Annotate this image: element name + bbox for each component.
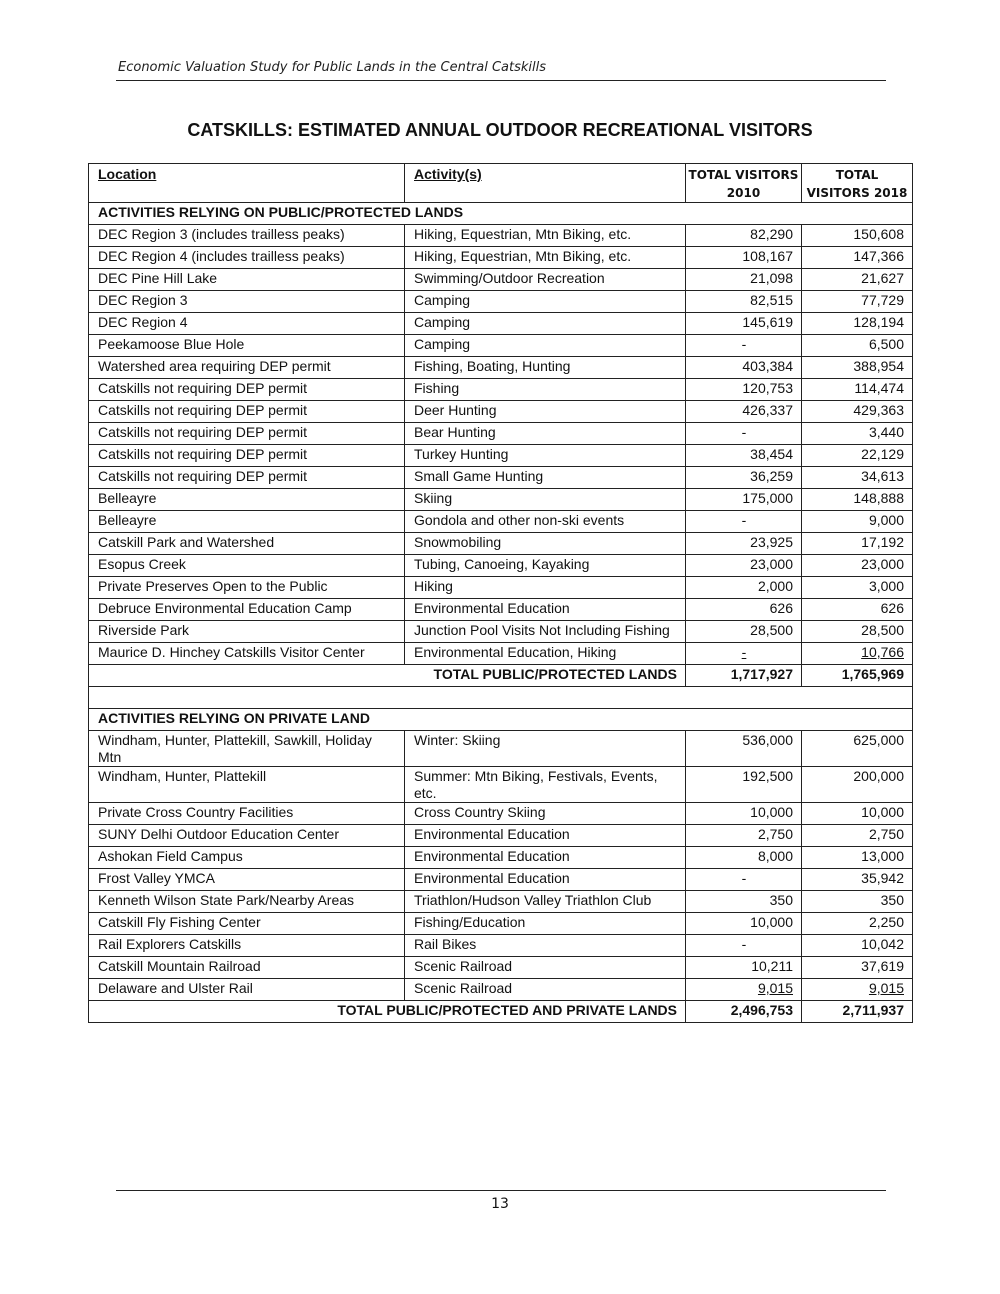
visitors-2010-cell: 403,384 — [686, 357, 802, 379]
visitors-2010-cell: 350 — [686, 891, 802, 913]
column-header-2010: TOTAL VISITORS 2010 — [686, 164, 802, 203]
section-heading: ACTIVITIES RELYING ON PRIVATE LAND — [89, 709, 913, 731]
table-row — [89, 869, 913, 891]
activity-cell: Hiking, Equestrian, Mtn Biking, etc. — [405, 247, 686, 269]
visitors-2010-cell: - — [686, 643, 802, 665]
location-cell: Kenneth Wilson State Park/Nearby Areas — [89, 891, 405, 913]
table-row — [89, 401, 913, 423]
visitors-2010-cell: 10,000 — [686, 913, 802, 935]
location-cell: Catskills not requiring DEP permit — [89, 401, 405, 423]
column-header-2018: TOTAL VISITORS 2018 — [802, 164, 913, 203]
location-cell: Catskill Park and Watershed — [89, 533, 405, 555]
visitors-2010-cell: 38,454 — [686, 445, 802, 467]
page-title: CATSKILLS: ESTIMATED ANNUAL OUTDOOR RECREATIONAL VISITORS — [187, 120, 813, 140]
visitors-2010-cell: 2,750 — [686, 825, 802, 847]
table-row — [89, 335, 913, 357]
activity-cell: Camping — [405, 313, 686, 335]
visitors-2010-cell: 2,000 — [686, 577, 802, 599]
total-2010: 1,717,927 — [686, 665, 802, 687]
column-header-location: Location — [89, 164, 405, 203]
visitors-2010-cell: 36,259 — [686, 467, 802, 489]
visitors-2010-cell: 145,619 — [686, 313, 802, 335]
total-row — [89, 1001, 913, 1023]
activity-cell: Environmental Education — [405, 825, 686, 847]
visitors-2010-cell: 23,925 — [686, 533, 802, 555]
column-header-activity: Activity(s) — [405, 164, 686, 203]
page-number: 13 — [491, 1196, 509, 1212]
visitors-2010-cell: - — [686, 423, 802, 445]
visitors-2010-cell: 82,290 — [686, 225, 802, 247]
location-cell: Ashokan Field Campus — [89, 847, 405, 869]
location-cell: Private Preserves Open to the Public — [89, 577, 405, 599]
location-cell: DEC Region 3 (includes trailless peaks) — [89, 225, 405, 247]
activity-cell: Fishing/Education — [405, 913, 686, 935]
visitors-2010-cell: 192,500 — [686, 767, 802, 803]
visitors-2018-cell: 77,729 — [802, 291, 913, 313]
total-label: TOTAL PUBLIC/PROTECTED AND PRIVATE LANDS — [89, 1001, 686, 1023]
table-row — [89, 489, 913, 511]
table-row — [89, 423, 913, 445]
activity-cell: Gondola and other non-ski events — [405, 511, 686, 533]
visitors-2018-cell: 147,366 — [802, 247, 913, 269]
location-cell: Delaware and Ulster Rail — [89, 979, 405, 1001]
table-row — [89, 891, 913, 913]
visitors-2018-cell: 150,608 — [802, 225, 913, 247]
activity-cell: Scenic Railroad — [405, 979, 686, 1001]
visitors-2018-cell: 2,250 — [802, 913, 913, 935]
location-cell: Windham, Hunter, Plattekill, Sawkill, Holiday Mtn — [89, 731, 405, 767]
location-cell: Belleayre — [89, 511, 405, 533]
visitors-2010-cell: 23,000 — [686, 555, 802, 577]
visitors-2010-cell: 536,000 — [686, 731, 802, 767]
activity-cell: Turkey Hunting — [405, 445, 686, 467]
section-heading-row — [89, 709, 913, 731]
visitors-2010-cell: - — [686, 935, 802, 957]
activity-cell: Environmental Education, Hiking — [405, 643, 686, 665]
header-rule — [116, 80, 886, 81]
visitors-2018-cell: 23,000 — [802, 555, 913, 577]
table-row — [89, 225, 913, 247]
visitors-2010-cell: - — [686, 869, 802, 891]
visitors-2010-cell: 10,000 — [686, 803, 802, 825]
spacer-row — [89, 687, 913, 709]
activity-cell: Summer: Mtn Biking, Festivals, Events, etc. — [405, 767, 686, 803]
table-row — [89, 247, 913, 269]
table-row — [89, 825, 913, 847]
visitors-2018-cell: 10,000 — [802, 803, 913, 825]
visitors-table — [88, 163, 913, 1023]
visitors-2010-cell: 10,211 — [686, 957, 802, 979]
activity-cell: Skiing — [405, 489, 686, 511]
visitors-2010-cell: - — [686, 335, 802, 357]
total-2018: 2,711,937 — [802, 1001, 913, 1023]
location-cell: Esopus Creek — [89, 555, 405, 577]
location-cell: DEC Region 4 (includes trailless peaks) — [89, 247, 405, 269]
visitors-2018-cell: 9,015 — [802, 979, 913, 1001]
location-cell: Catskill Fly Fishing Center — [89, 913, 405, 935]
activity-cell: Cross Country Skiing — [405, 803, 686, 825]
visitors-2010-cell: 175,000 — [686, 489, 802, 511]
visitors-2018-cell: 37,619 — [802, 957, 913, 979]
visitors-2010-cell: 9,015 — [686, 979, 802, 1001]
table-row — [89, 621, 913, 643]
activity-cell: Small Game Hunting — [405, 467, 686, 489]
table-row — [89, 445, 913, 467]
visitors-2018-cell: 6,500 — [802, 335, 913, 357]
visitors-2018-cell: 114,474 — [802, 379, 913, 401]
location-cell: Windham, Hunter, Plattekill — [89, 767, 405, 803]
location-cell: Peekamoose Blue Hole — [89, 335, 405, 357]
visitors-2018-cell: 10,042 — [802, 935, 913, 957]
spacer-cell — [89, 687, 913, 709]
visitors-2010-cell: 626 — [686, 599, 802, 621]
visitors-2010-cell: 21,098 — [686, 269, 802, 291]
location-cell: Catskill Mountain Railroad — [89, 957, 405, 979]
visitors-2018-cell: 9,000 — [802, 511, 913, 533]
table-row — [89, 533, 913, 555]
visitors-2018-cell: 388,954 — [802, 357, 913, 379]
location-cell: Catskills not requiring DEP permit — [89, 423, 405, 445]
visitors-2018-cell: 148,888 — [802, 489, 913, 511]
visitors-2018-cell: 2,750 — [802, 825, 913, 847]
table-row — [89, 313, 913, 335]
table-row — [89, 643, 913, 665]
table-row — [89, 357, 913, 379]
table-row — [89, 291, 913, 313]
activity-cell: Triathlon/Hudson Valley Triathlon Club — [405, 891, 686, 913]
table-body — [89, 203, 913, 1023]
activity-cell: Bear Hunting — [405, 423, 686, 445]
location-cell: Catskills not requiring DEP permit — [89, 379, 405, 401]
visitors-2018-cell: 128,194 — [802, 313, 913, 335]
visitors-2010-cell: - — [686, 511, 802, 533]
table-row — [89, 577, 913, 599]
total-label: TOTAL PUBLIC/PROTECTED LANDS — [89, 665, 686, 687]
location-cell: DEC Region 4 — [89, 313, 405, 335]
section-heading-row — [89, 203, 913, 225]
activity-cell: Fishing, Boating, Hunting — [405, 357, 686, 379]
location-cell: DEC Pine Hill Lake — [89, 269, 405, 291]
activity-cell: Hiking — [405, 577, 686, 599]
location-cell: Watershed area requiring DEP permit — [89, 357, 405, 379]
activity-cell: Environmental Education — [405, 847, 686, 869]
visitors-2010-cell: 108,167 — [686, 247, 802, 269]
location-cell: Belleayre — [89, 489, 405, 511]
total-row — [89, 665, 913, 687]
section-heading: ACTIVITIES RELYING ON PUBLIC/PROTECTED LANDS — [89, 203, 913, 225]
visitors-2018-cell: 17,192 — [802, 533, 913, 555]
visitors-2018-cell: 429,363 — [802, 401, 913, 423]
running-header: Economic Valuation Study for Public Lands in the Central Catskills — [118, 60, 547, 75]
table-row — [89, 511, 913, 533]
visitors-2018-cell: 13,000 — [802, 847, 913, 869]
activity-cell: Environmental Education — [405, 599, 686, 621]
location-cell: Private Cross Country Facilities — [89, 803, 405, 825]
activity-cell: Junction Pool Visits Not Including Fishing — [405, 621, 686, 643]
visitors-2018-cell: 625,000 — [802, 731, 913, 767]
location-cell: Riverside Park — [89, 621, 405, 643]
activity-cell: Swimming/Outdoor Recreation — [405, 269, 686, 291]
table-row — [89, 467, 913, 489]
activity-cell: Fishing — [405, 379, 686, 401]
visitors-2018-cell: 350 — [802, 891, 913, 913]
location-cell: DEC Region 3 — [89, 291, 405, 313]
activity-cell: Snowmobiling — [405, 533, 686, 555]
activity-cell: Camping — [405, 291, 686, 313]
activity-cell: Winter: Skiing — [405, 731, 686, 767]
location-cell: Rail Explorers Catskills — [89, 935, 405, 957]
total-2018: 1,765,969 — [802, 665, 913, 687]
table-row — [89, 913, 913, 935]
total-2010: 2,496,753 — [686, 1001, 802, 1023]
visitors-2018-cell: 34,613 — [802, 467, 913, 489]
activity-cell: Rail Bikes — [405, 935, 686, 957]
visitors-2018-cell: 626 — [802, 599, 913, 621]
visitors-2018-cell: 35,942 — [802, 869, 913, 891]
table-row — [89, 957, 913, 979]
location-cell: Frost Valley YMCA — [89, 869, 405, 891]
visitors-2010-cell: 28,500 — [686, 621, 802, 643]
table-row — [89, 803, 913, 825]
location-cell: Catskills not requiring DEP permit — [89, 467, 405, 489]
visitors-2010-cell: 426,337 — [686, 401, 802, 423]
activity-cell: Environmental Education — [405, 869, 686, 891]
visitors-2018-cell: 3,440 — [802, 423, 913, 445]
table-row — [89, 767, 913, 803]
activity-cell: Hiking, Equestrian, Mtn Biking, etc. — [405, 225, 686, 247]
location-cell: SUNY Delhi Outdoor Education Center — [89, 825, 405, 847]
visitors-2018-cell: 200,000 — [802, 767, 913, 803]
visitors-2018-cell: 22,129 — [802, 445, 913, 467]
visitors-2010-cell: 82,515 — [686, 291, 802, 313]
location-cell: Debruce Environmental Education Camp — [89, 599, 405, 621]
visitors-2018-cell: 10,766 — [802, 643, 913, 665]
table-row — [89, 847, 913, 869]
location-cell: Maurice D. Hinchey Catskills Visitor Center — [89, 643, 405, 665]
table-row — [89, 731, 913, 767]
activity-cell: Scenic Railroad — [405, 957, 686, 979]
visitors-2010-cell: 8,000 — [686, 847, 802, 869]
table-header-row — [89, 164, 913, 203]
activity-cell: Deer Hunting — [405, 401, 686, 423]
table-row — [89, 935, 913, 957]
activity-cell: Camping — [405, 335, 686, 357]
table-row — [89, 379, 913, 401]
visitors-2018-cell: 28,500 — [802, 621, 913, 643]
table-row — [89, 555, 913, 577]
table-row — [89, 599, 913, 621]
activity-cell: Tubing, Canoeing, Kayaking — [405, 555, 686, 577]
visitors-2018-cell: 21,627 — [802, 269, 913, 291]
footer-rule — [116, 1190, 886, 1191]
table-row — [89, 269, 913, 291]
table-row — [89, 979, 913, 1001]
visitors-2018-cell: 3,000 — [802, 577, 913, 599]
visitors-2010-cell: 120,753 — [686, 379, 802, 401]
location-cell: Catskills not requiring DEP permit — [89, 445, 405, 467]
